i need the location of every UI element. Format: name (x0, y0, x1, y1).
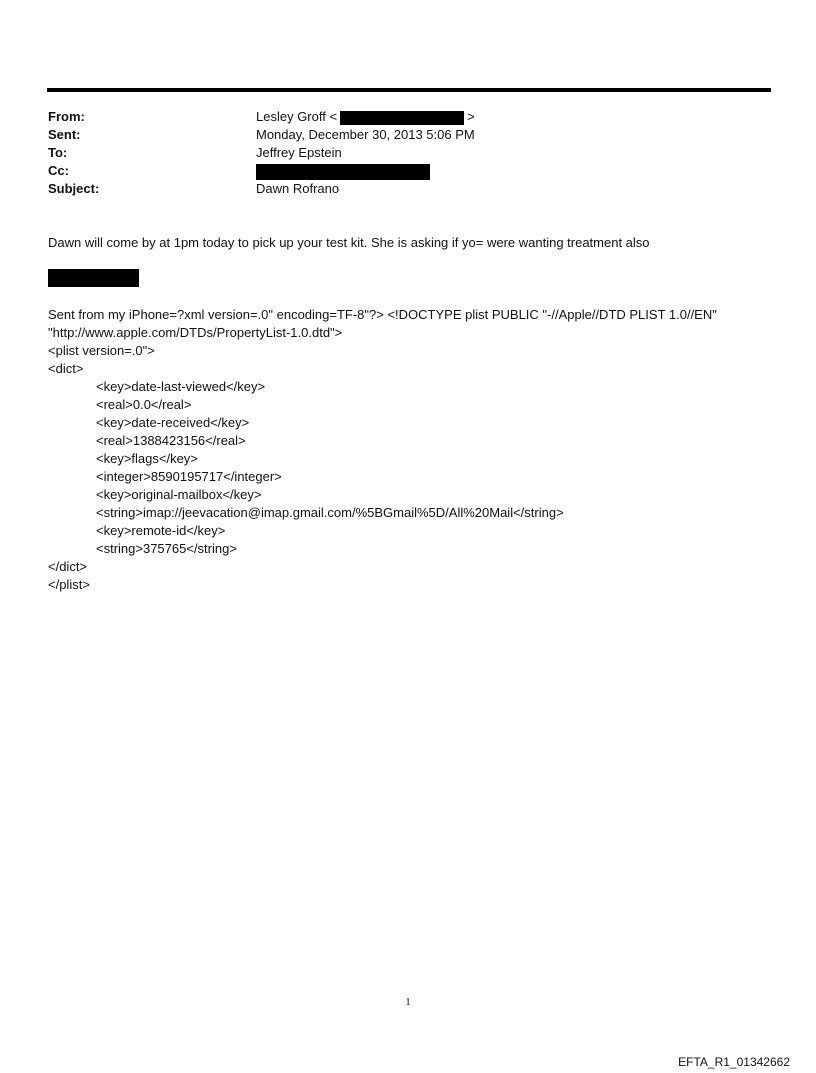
from-label: From: (48, 109, 85, 124)
plist-line: <string>imap://jeevacation@imap.gmail.com/%5BGmail%5D/All%20Mail</string> (96, 505, 564, 520)
header-rule (47, 88, 771, 92)
from-row (48, 108, 748, 126)
redacted-signature (48, 269, 139, 287)
message-text: Dawn will come by at 1pm today to pick up your test kit. She is asking if yo= were wanting treatment also (48, 235, 650, 250)
plist-line: "http://www.apple.com/DTDs/PropertyList-1.0.dtd"> (48, 325, 343, 340)
plist-line: <plist version=.0"> (48, 343, 155, 358)
plist-line: <key>date-received</key> (96, 415, 250, 430)
plist-line: Sent from my iPhone=?xml version=.0" encoding=TF-8"?> <!DOCTYPE plist PUBLIC "-//Apple//DTD PLIST 1.0//EN" (48, 307, 717, 322)
plist-line: <key>flags</key> (96, 451, 198, 466)
from-name: Lesley Groff < (256, 109, 338, 124)
subject-value: Dawn Rofrano (256, 181, 340, 196)
sent-value: Monday, December 30, 2013 5:06 PM (256, 127, 475, 142)
redacted-cc (256, 164, 430, 180)
plist-line: <dict> (48, 361, 84, 376)
sent-row (48, 126, 748, 144)
plist-line: <real>0.0</real> (96, 397, 192, 412)
plist-line: <real>1388423156</real> (96, 433, 246, 448)
cc-label: Cc: (48, 163, 69, 178)
plist-line: <key>original-mailbox</key> (96, 487, 262, 502)
from-value (256, 108, 475, 126)
subject-row (48, 180, 748, 198)
email-header (48, 108, 748, 198)
page-number: 1 (405, 996, 411, 1008)
subject-label: Subject: (48, 181, 100, 196)
plist-line: <string>375765</string> (96, 541, 237, 556)
plist-line: <key>remote-id</key> (96, 523, 226, 538)
to-label: To: (48, 145, 68, 160)
to-value: Jeffrey Epstein (256, 145, 342, 160)
plist-line: </plist> (48, 577, 90, 592)
plist-block (48, 306, 717, 594)
cc-row (48, 162, 748, 180)
cc-value (256, 162, 430, 180)
sent-label: Sent: (48, 127, 81, 142)
to-row (48, 144, 748, 162)
plist-line: </dict> (48, 559, 88, 574)
plist-line: <integer>8590195717</integer> (96, 469, 282, 484)
redacted-email-address (340, 111, 464, 125)
from-close-bracket: > (467, 109, 475, 124)
bates-number: EFTA_R1_01342662 (678, 1055, 790, 1069)
plist-line: <key>date-last-viewed</key> (96, 379, 266, 394)
